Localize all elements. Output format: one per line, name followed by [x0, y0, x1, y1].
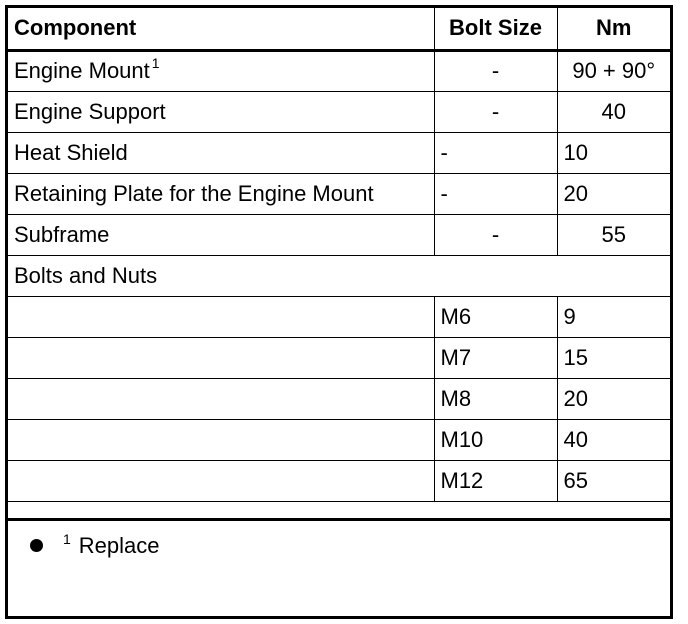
bolt-size-cell: M7 — [434, 337, 557, 378]
column-header-nm: Nm — [557, 8, 670, 50]
component-cell: Subframe — [8, 214, 434, 255]
nm-cell: 40 — [557, 419, 670, 460]
bolt-size-cell: - — [434, 132, 557, 173]
table-row — [8, 214, 670, 255]
torque-spec-table — [8, 8, 670, 502]
footnote-section — [8, 518, 670, 559]
footnote-text: Replace — [78, 533, 160, 558]
nm-cell: 20 — [557, 378, 670, 419]
table-row — [8, 50, 670, 91]
bolt-size-cell: - — [434, 214, 557, 255]
nm-cell: 15 — [557, 337, 670, 378]
table-row — [8, 378, 670, 419]
nm-cell: 65 — [557, 460, 670, 501]
nm-cell: 55 — [557, 214, 670, 255]
nm-cell: 10 — [557, 132, 670, 173]
table-row — [8, 91, 670, 132]
component-cell — [8, 296, 434, 337]
bolt-size-cell: M10 — [434, 419, 557, 460]
bolt-size-cell: M8 — [434, 378, 557, 419]
section-label: Bolts and Nuts — [8, 255, 670, 296]
bullet-icon — [30, 539, 43, 552]
component-cell — [8, 419, 434, 460]
component-cell: Heat Shield — [8, 132, 434, 173]
nm-cell: 20 — [557, 173, 670, 214]
bolt-size-cell: - — [434, 173, 557, 214]
component-cell — [8, 337, 434, 378]
component-cell: Retaining Plate for the Engine Mount — [8, 173, 434, 214]
bolt-size-cell: M12 — [434, 460, 557, 501]
torque-spec-frame — [5, 5, 673, 619]
table-row — [8, 460, 670, 501]
bolt-size-cell: - — [434, 50, 557, 91]
table-row — [8, 132, 670, 173]
component-cell — [8, 378, 434, 419]
table-row — [8, 419, 670, 460]
table-row — [8, 296, 670, 337]
bolt-size-cell: M6 — [434, 296, 557, 337]
column-header-bolt-size: Bolt Size — [434, 8, 557, 50]
footnote-marker: 1 — [151, 55, 160, 71]
table-row — [8, 337, 670, 378]
bolt-size-cell: - — [434, 91, 557, 132]
nm-cell: 40 — [557, 91, 670, 132]
component-name: Engine Mount — [14, 58, 150, 83]
header-row — [8, 8, 670, 50]
table-row-section — [8, 255, 670, 296]
table-row — [8, 173, 670, 214]
nm-cell: 90 + 90° — [557, 50, 670, 91]
component-cell — [8, 50, 434, 91]
column-header-component: Component — [8, 8, 434, 50]
footnote-marker: 1 — [63, 531, 71, 547]
nm-cell: 9 — [557, 296, 670, 337]
component-cell — [8, 460, 434, 501]
component-cell: Engine Support — [8, 91, 434, 132]
